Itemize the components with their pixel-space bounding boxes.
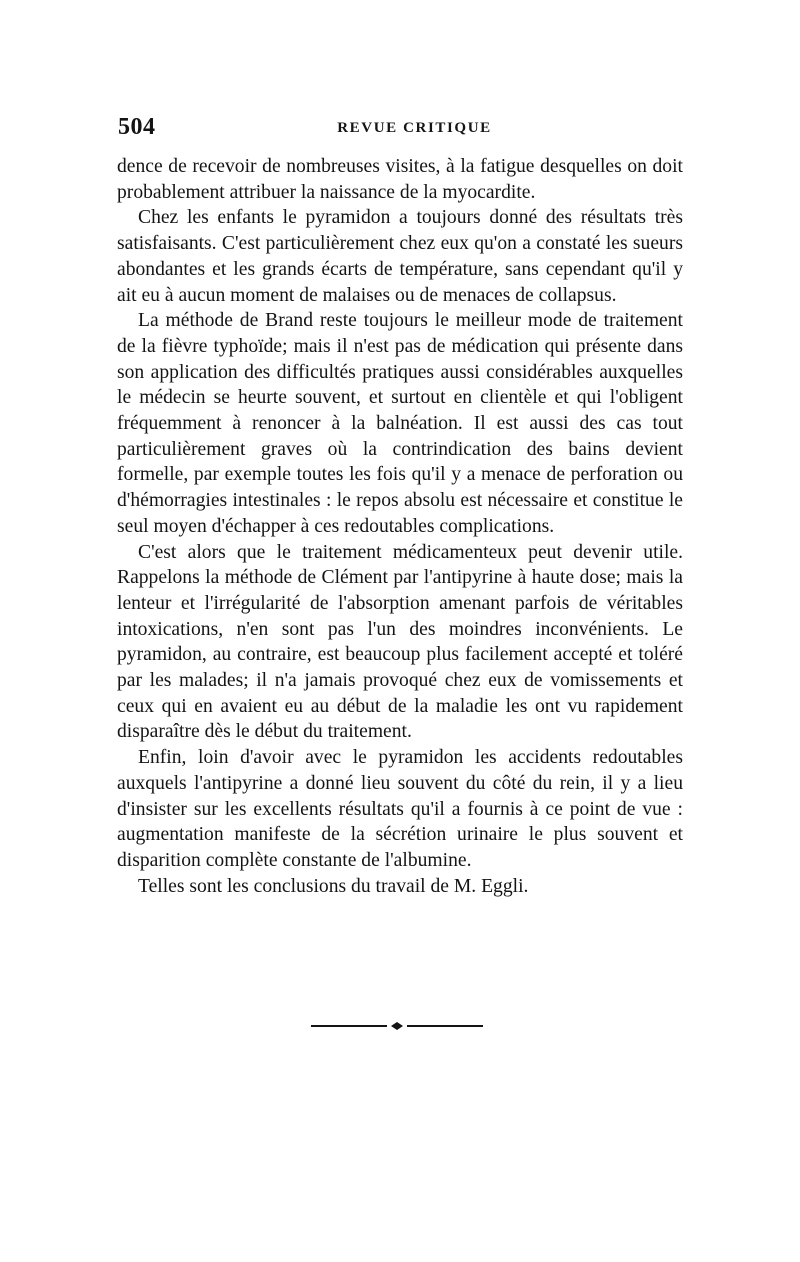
body-text bbox=[117, 154, 683, 899]
ornament-diamond bbox=[391, 1022, 403, 1030]
page-header bbox=[118, 114, 683, 144]
paragraph-children: Chez les enfants le pyramidon a toujours donné des résultats très satisfaisants. C'est particulièrement chez eux qu'on a constaté les sueurs abondantes et les grands écarts de température, sans cependant qu'il y ait eu à aucun moment de malaises ou de menaces de collapsus. bbox=[117, 207, 683, 306]
end-ornament bbox=[311, 1019, 483, 1033]
paragraph-kidney: Enfin, loin d'avoir avec le pyramidon les accidents redoutables auxquels l'antipyrine a donné lieu souvent du côté du rein, il y a lieu d'insister sur les excellents résultats qu'il a fournis à ce point de vue : augmentation manifeste de la sécrétion urinaire le plus souvent et disparition complète constante de l'albumine. bbox=[117, 747, 683, 871]
page-number: 504 bbox=[118, 114, 156, 140]
paragraph-brand-method: La méthode de Brand reste toujours le meilleur mode de traitement de la fièvre typhoïde; mais il n'est pas de médication qui présente dans son application des difficultés pratiques aussi considérables auxquelles le médecin se heurte souvent, et surtout en clientèle et qui l'obligent fréquemment à renoncer à la balnéation. Il est aussi des cas tout particulièrement graves où la contrindication des bains devient formelle, par exemple toutes les fois qu'il y a menace de perforation ou d'hémorragies intestinales : le repos absolu est nécessaire et constitue le seul moyen d'échapper à ces redoutables complications. bbox=[117, 310, 683, 537]
paragraph-medication: C'est alors que le traitement médicamenteux peut devenir utile. Rappelons la méthode de Clément par l'antipyrine à haute dose; mais la lenteur et l'irrégularité de l'absorption amenant parfois de véritables intoxications, n'en sont pas l'un des moindres inconvénients. Le pyramidon, au contraire, est beaucoup plus facilement accepté et toléré par les malades; il n'a jamais provoqué chez eux de vomissements et ceux qui en avaient eu au début de la maladie les ont vu rapidement disparaître dès le début du traitement. bbox=[117, 541, 683, 743]
paragraph-continuation: dence de recevoir de nombreuses visites, à la fatigue desquelles on doit probablement attribuer la naissance de la myocardite. bbox=[117, 156, 683, 203]
running-head: REVUE CRITIQUE bbox=[337, 120, 492, 136]
paragraph-conclusion: Telles sont les conclusions du travail de M. Eggli. bbox=[138, 875, 529, 897]
